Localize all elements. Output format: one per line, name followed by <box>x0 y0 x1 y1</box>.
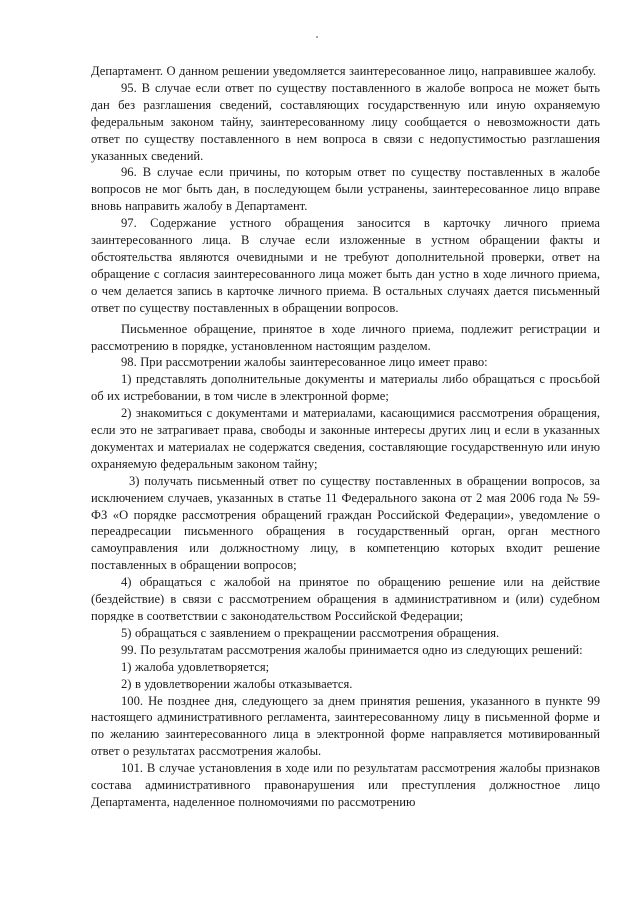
list-item-98-3: 3) получать письменный ответ по существу поставленных в обращении вопросов, за исключением случаев, указанных в статье 11 Федерального закона от 2 мая 2006 года № 59-ФЗ «О порядке рассмотрения обращений граждан Российской Федерации», уведомление о переадресации письменного обращения в государственный орган, орган местного самоуправления или должностному лицу, в компетенцию которых входит решение поставленных в обращении вопросов; <box>91 473 600 573</box>
list-item-98-1: 1) представлять дополнительные документы и материалы либо обращаться с просьбой об их истребовании, в том числе в электронной форме; <box>91 372 600 404</box>
paragraph-95: 95. В случае если ответ по существу поставленного в жалобе вопроса не может быть дан без разглашения сведений, составляющих государственную или иную охраняемую федеральным законом тайну, заинтересованному лицу сообщается о невозможности дать ответ по существу поставленного в нем вопроса в связи с недопустимостью разглашения указанных сведений. <box>91 80 600 163</box>
list-item-99-1: 1) жалоба удовлетворяется; <box>121 659 270 674</box>
list-item-99-2: 2) в удовлетворении жалобы отказывается. <box>121 676 353 691</box>
paragraph-written-appeal: Письменное обращение, принятое в ходе личного приема, подлежит регистрации и рассмотрению в порядке, установленном настоящим разделом. <box>91 321 600 353</box>
paragraph-continuation: Департамент. О данном решении уведомляется заинтересованное лицо, направившее жалобу. <box>91 64 597 78</box>
paragraph-99: 99. По результатам рассмотрения жалобы принимается одно из следующих решений: <box>121 642 583 657</box>
list-item-98-2: 2) знакомиться с документами и материалами, касающимися рассмотрения обращения, если это не затрагивает права, свободы и законные интересы других лиц и если в указанных документах и материалах не содержатся сведения, составляющие государственную или иную охраняемую федеральным законом тайну; <box>91 406 600 471</box>
scan-speck <box>316 36 318 38</box>
paragraph-100: 100. Не позднее дня, следующего за днем принятия решения, указанного в пункте 99 настоящего административного регламента, заинтересованному лицу в письменной форме и по желанию заинтересованного лица в электронной форме направляется мотивированный ответ о результатах рассмотрения жалобы. <box>91 693 600 759</box>
list-item-98-4: 4) обращаться с жалобой на принятое по обращению решение или на действие (бездействие) в связи с рассмотрением обращения в административном и (или) судебном порядке в соответствии с законодательством Российской Федерации; <box>91 575 600 623</box>
list-item-98-5: 5) обращаться с заявлением о прекращении рассмотрения обращения. <box>121 625 500 640</box>
paragraph-96: 96. В случае если причины, по которым ответ по существу поставленных в жалобе вопросов не мог быть дан, в последующем были устранены, заинтересованное лицо вправе вновь направить жалобу в Департамент. <box>91 165 600 214</box>
paragraph-97: 97. Содержание устного обращения заносится в карточку личного приема заинтересованного лица. В случае если изложенные в устном обращении факты и обстоятельства являются очевидными и не требуют дополнительной проверки, ответ на обращение с согласия заинтересованного лица может быть дан устно в ходе личного приема, о чем делается запись в карточке личного приема. В остальных случаях дается письменный ответ по существу поставленных в обращении вопросов. <box>91 216 600 315</box>
paragraph-101: 101. В случае установления в ходе или по результатам рассмотрения жалобы признаков состава административного правонарушения или преступления должностное лицо Департамента, наделенное полномочиями по рассмотрению <box>91 761 600 809</box>
paragraph-98: 98. При рассмотрении жалобы заинтересованное лицо имеет право: <box>121 355 488 370</box>
